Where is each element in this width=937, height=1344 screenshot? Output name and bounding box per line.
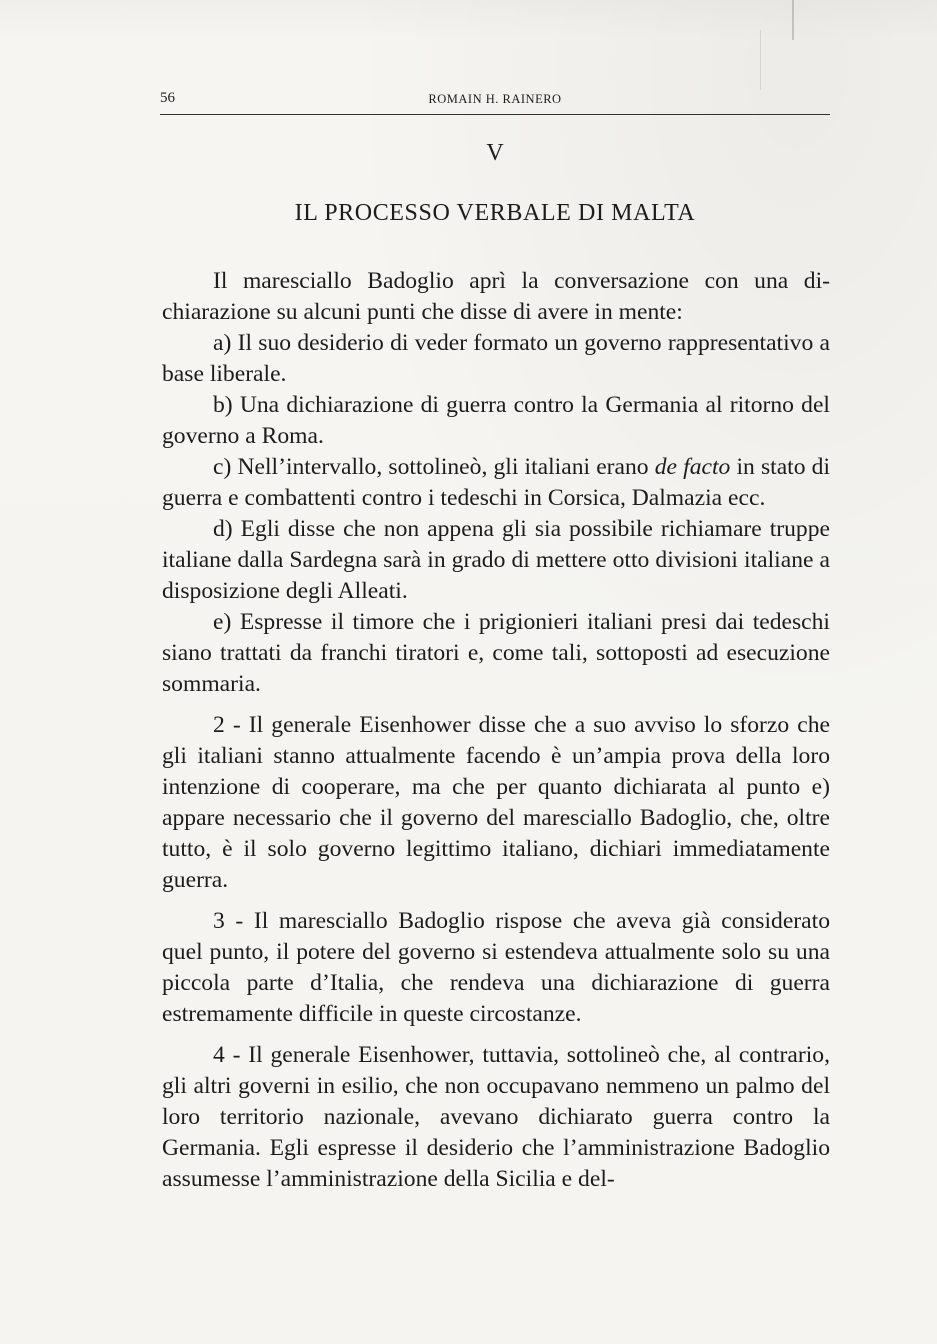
scan-mark — [792, 0, 794, 40]
paragraph-intro: Il maresciallo Badoglio aprì la conversazione con una dichiarazione su alcuni punti che disse di avere in mente: — [162, 268, 830, 325]
paragraph-point-a: a) Il suo desiderio di veder formato un governo rappresentativo a base liberale. — [162, 330, 830, 387]
running-head-author: ROMAIN H. RAINERO — [428, 92, 562, 106]
paragraph-point-b: b) Una dichiarazione di guerra contro la Germania al ritorno del governo a Roma. — [162, 392, 830, 449]
paragraph-section-3: 3 - Il maresciallo Badoglio rispose che aveva già considerato quel punto, il potere del governo si estendeva attualmente solo su una piccola parte d’Italia, che rendeva una dichiarazione di guerra estremamente difficile in queste circostanze. — [162, 908, 830, 1027]
running-head — [160, 90, 830, 115]
chapter-title: IL PROCESSO VERBALE DI MALTA — [294, 200, 696, 226]
paragraph-point-c-end: in stato di guerra e combattenti contro i tedeschi in Corsica, Dalmazia ecc. — [162, 454, 831, 511]
paragraph-point-e: e) Espresse il timore che i prigionieri italiani presi dai tedeschi siano trattati da franchi tiratori e, come tali, sottoposti ad esecuzione sommaria. — [162, 609, 830, 697]
paragraph-section-2: 2 - Il generale Eisenhower disse che a suo avviso lo sforzo che gli italiani stanno attualmente facendo è un’ampia prova della loro intenzione di cooperare, ma che per quanto dichiarata al punto e) appare necessario che il governo del maresciallo Badoglio, che, oltre tutto, è il solo governo legittimo italiano, dichiari immediatamente guerra. — [162, 712, 830, 893]
paragraph-section-4: 4 - Il generale Eisenhower, tuttavia, sottolineò che, al contrario, gli altri governi in esilio, che non occupavano nemmeno un palmo del loro territorio nazionale, avevano dichiarato guerra contro la Germania. Egli espresse il desiderio che l’amministrazione Badoglio assumesse l’amministrazione della Sicilia e del- — [162, 1042, 830, 1192]
paragraph-point-c — [162, 452, 830, 514]
body-text — [162, 266, 830, 1195]
paragraph-point-d: d) Egli disse che non appena gli sia possibile richiamare truppe italiane dalla Sardegna sarà in grado di mettere otto divisioni italiane a disposizione degli Alleati. — [162, 516, 830, 604]
scan-mark — [760, 30, 761, 90]
italic-de-facto: de facto — [654, 454, 731, 480]
paragraph-point-c-start: c) Nell’intervallo, sottolineò, gli italiani erano — [213, 454, 655, 480]
page-number: 56 — [160, 90, 175, 106]
chapter-number: V — [486, 140, 504, 166]
